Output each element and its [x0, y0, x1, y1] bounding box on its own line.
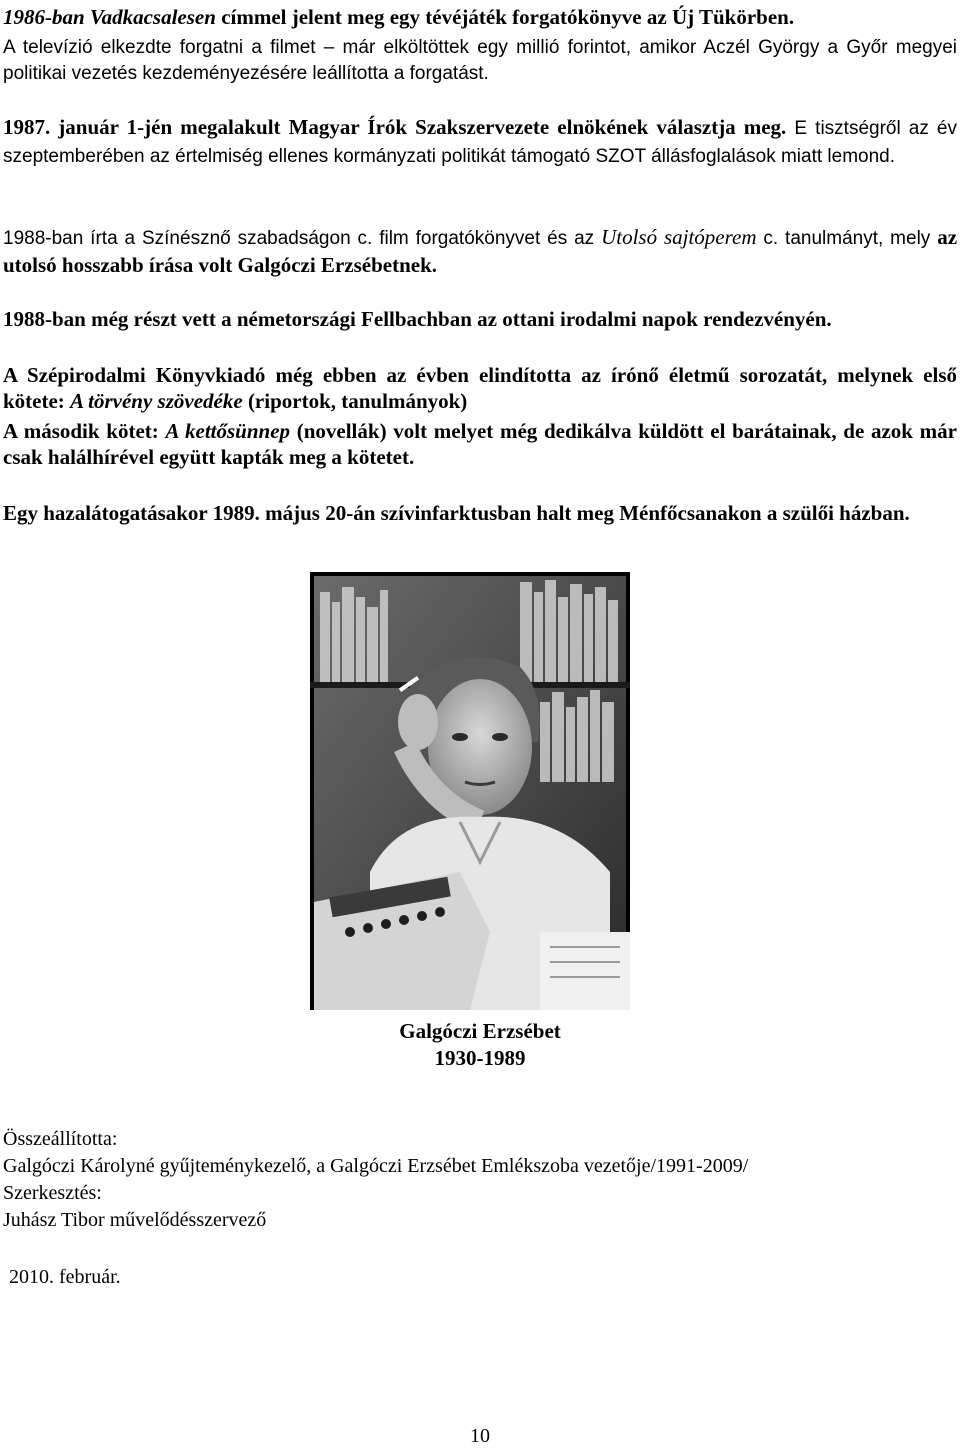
p3-bold-text: az utolsó hosszabb írása volt Galgóczi Erzsébetnek. [3, 225, 958, 277]
p4-text: 1988-ban még részt vett a németországi Fellbachban az ottani irodalmi napok rendezvényén. [3, 307, 832, 331]
title-vadkacsalesen: 1986-ban Vadkacsalesen [3, 5, 216, 29]
title-utolso-sajtoperem: Utolsó sajtóperem [601, 225, 757, 249]
compiled-by: Galgóczi Károlyné gyűjteménykezelő, a Galgóczi Erzsébet Emlékszoba vezetője/1991-2009/ [3, 1155, 749, 1177]
title-a-torveny-szovedeke: A törvény szövedéke [70, 389, 243, 413]
credits-block [3, 1126, 748, 1234]
p1-bold-text: címmel jelent meg egy tévéjáték forgatókönyve az Új Tükörben. [215, 5, 795, 29]
p2-bold-text: 1987. január 1-jén megalakult Magyar Írók Szakszervezete elnökének választja meg. [3, 115, 787, 139]
photo-caption [0, 1018, 960, 1072]
p5-text-d: (novellák) volt melyet még dedikálva küldött el barátainak, de azok már csak halálhírével együtt kapták meg a kötetet. [3, 419, 957, 469]
caption-years: 1930-1989 [434, 1046, 526, 1070]
caption-name: Galgóczi Erzsébet [399, 1019, 561, 1043]
p3-text-a: 1988-ban írta a Színésznő szabadságon c. film forgatókönyvet és az [3, 228, 602, 249]
p2-rest-text: E tisztségről az év szeptemberében az értelmiség ellenes kormányzati politikát támogató SZOT állásfoglalások miatt lemond. [3, 118, 957, 167]
paragraph-eletmu-sorozat [3, 362, 957, 414]
paragraph-masodik-kotet [3, 418, 957, 470]
paragraph-1987 [3, 114, 957, 170]
paragraph-tv-film [3, 35, 957, 87]
page-number: 10 [470, 1425, 490, 1447]
p5-text-a: A Szépirodalmi Könyvkiadó még ebben az évben elindította az írónő életmű sorozatát, melynek első kötete: [3, 363, 957, 413]
p1-line2-text: A televízió elkezdte forgatni a filmet – már elköltöttek egy millió forintot, amikor Aczél György a Győr megyei politikai vezetés kezdeményezésére leállította a forgatást. [3, 37, 957, 84]
paragraph-halala [3, 500, 957, 526]
edited-by: Juhász Tibor művelődésszervező [3, 1209, 267, 1231]
p6-text: Egy hazalátogatásakor 1989. május 20-án szívinfarktusban halt meg Ménfőcsanakon a szülői házban. [3, 501, 910, 525]
portrait-photo [310, 572, 630, 1010]
compiled-label: Összeállította: [3, 1128, 118, 1150]
edited-label: Szerkesztés: [3, 1182, 102, 1204]
paragraph-1988-forgatokonyv [3, 224, 957, 280]
title-a-kettosunnep: A kettősünnep [165, 419, 291, 443]
paragraph-vadkacsalesen [3, 4, 957, 30]
paragraph-fellbach [3, 306, 957, 332]
p5-text-b: (riportok, tanulmányok) [242, 389, 468, 413]
p5-text-c: A második kötet: [3, 419, 166, 443]
p3-text-b: c. tanulmányt, mely [756, 228, 938, 249]
document-date: 2010. február. [9, 1266, 121, 1288]
